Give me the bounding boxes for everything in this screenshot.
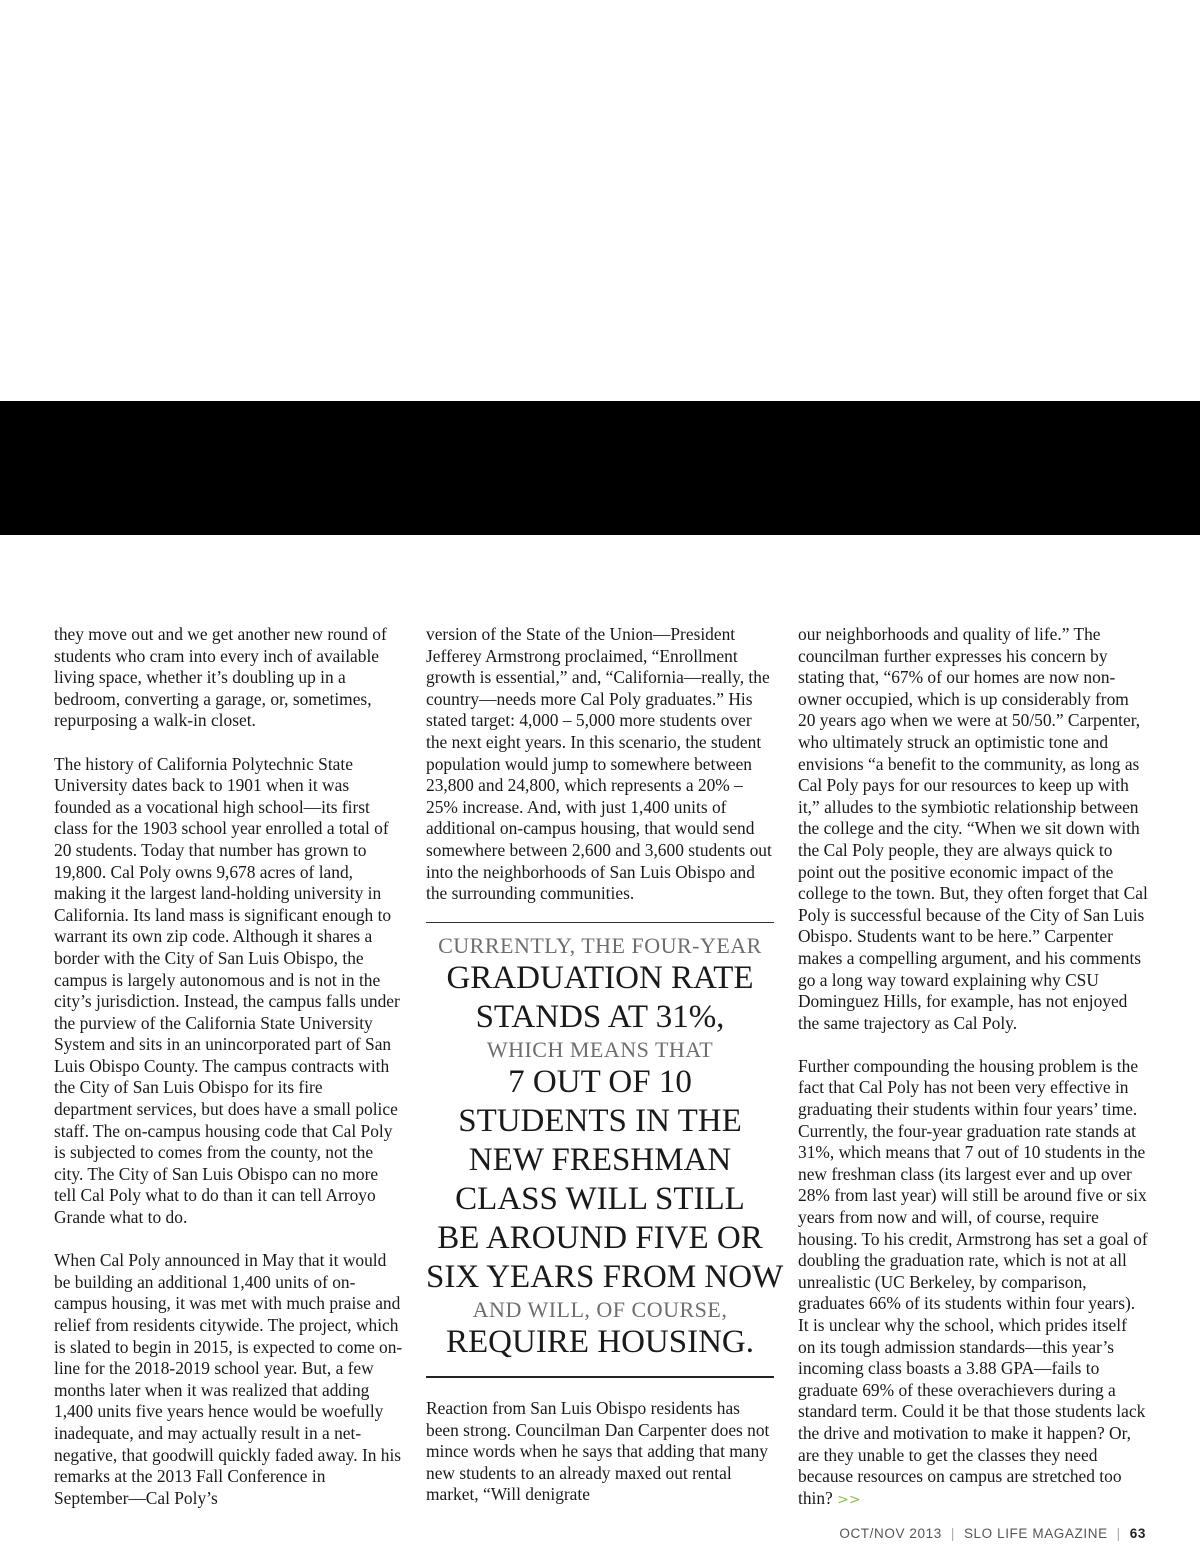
pull-quote-line: BE AROUND FIVE OR <box>437 1220 763 1256</box>
pull-quote-line: AND WILL, OF COURSE, <box>472 1297 728 1322</box>
pull-quote-line: STANDS AT 31%, <box>475 999 725 1035</box>
body-paragraph: When Cal Poly announced in May that it would be building an additional 1,400 units of on-campus housing, it was met with much praise and relief from residents citywide. The project, which is slated to begin in 2015, is expected to come on-line for the 2018-2019 school year. But, a few months later when it was realized that adding 1,400 units five years hence would be woefully inadequate, and may actually result in a net-negative, that goodwill quickly faded away. In his remarks at the 2013 Fall Conference in September—Cal Poly’s <box>54 1250 403 1508</box>
pull-quote-line: 7 OUT OF 10 <box>508 1064 692 1100</box>
pull-quote-line: WHICH MEANS THAT <box>486 1037 714 1062</box>
continued-arrow-icon: >> <box>837 1491 861 1508</box>
black-banner <box>0 401 1200 535</box>
article-column-3 <box>798 624 1148 1511</box>
body-paragraph <box>798 1056 1148 1511</box>
pull-quote <box>426 922 784 1378</box>
pull-quote-line: STUDENTS IN THE <box>458 1103 742 1139</box>
pull-quote-line: CURRENTLY, THE FOUR-YEAR <box>438 933 762 958</box>
footer-divider: | <box>950 1526 955 1541</box>
pull-quote-line: SIX YEARS FROM NOW <box>426 1259 784 1295</box>
pull-quote-line: NEW FRESHMAN <box>468 1142 732 1178</box>
body-paragraph: The history of California Polytechnic State University dates back to 1901 when it was founded as a vocational high school—its first class for the 1903 school year enrolled a total of 20 students. Today that number has grown to 19,800. Cal Poly owns 9,678 acres of land, making it the largest land-holding university in California. Its land mass is significant enough to warrant its own zip code. Although it shares a border with the City of San Luis Obispo, the campus is largely autonomous and is not in the city’s jurisdiction. Instead, the campus falls under the purview of the California State University System and sits in an unincorporated part of San Luis Obispo County. The campus contracts with the City of San Luis Obispo for its fire department services, but does have a small police staff. The on-campus housing code that Cal Poly is subjected to comes from the county, not the city. The City of San Luis Obispo can no more tell Cal Poly what to do than it can tell Arroyo Grande what to do. <box>54 753 400 1228</box>
magazine-name: SLO LIFE MAGAZINE <box>963 1526 1108 1541</box>
page-number: 63 <box>1129 1526 1146 1541</box>
footer-divider: | <box>1116 1526 1121 1541</box>
issue-date: OCT/NOV 2013 <box>839 1526 942 1541</box>
body-paragraph: version of the State of the Union—President Jefferey Armstrong proclaimed, “Enrollment growth is essential,” and, “California—really, the country—needs more Cal Poly graduates.” His stated target: 4,000 – 5,000 more students over the next eight years. In this scenario, the student population would jump to somewhere between 23,800 and 24,800, which represents a 20% – 25% increase. And, with just 1,400 units of additional on-campus housing, that would send somewhere between 2,600 and 3,600 students out into the neighborhoods of San Luis Obispo and the surrounding communities. <box>426 624 772 904</box>
body-paragraph-text: Further compounding the housing problem is the fact that Cal Poly has not been very effective in graduating their students within four years’ time. Currently, the four-year graduation rate stands at 31%, which means that 7 out of 10 students in the new freshman class (its largest ever and up over 28% from last year) will still be around five or six years from now and will, of course, require housing. To his credit, Armstrong has set a goal of doubling the graduation rate, which is not at all unrealistic (UC Berkeley, by comparison, graduates 66% of its students within four years). It is unclear why the school, which prides itself on its tough admission standards—this year’s incoming class boasts a 3.88 GPA—fails to graduate 69% of these overachievers during a standard term. Could it be that those students lack the drive and motivation to make it happen? Or, are they unable to get the classes they need because resources on campus are stretched too thin? <box>798 1055 1148 1508</box>
article-column-2 <box>426 624 776 905</box>
body-paragraph: Reaction from San Luis Obispo residents has been strong. Councilman Dan Carpenter does not mince words when he says that adding that many new students to an already maxed out rental market, “Will denigrate <box>426 1398 770 1505</box>
page-footer <box>839 1526 1146 1544</box>
body-paragraph: they move out and we get another new round of students who cram into every inch of available living space, whether it’s doubling up in a bedroom, converting a garage, or, sometimes, repurposing a walk-in closet. <box>54 624 387 731</box>
article-column-2-continued <box>426 1398 776 1506</box>
pull-quote-line: REQUIRE HOUSING. <box>446 1324 754 1360</box>
pull-quote-line: GRADUATION RATE <box>446 960 754 996</box>
pull-quote-line: CLASS WILL STILL <box>455 1181 745 1217</box>
article-column-1 <box>54 624 404 1509</box>
body-paragraph: our neighborhoods and quality of life.” The councilman further expresses his concern by stating that, “67% of our homes are now non-owner occupied, which is up considerably from 20 years ago when we were at 50/50.” Carpenter, who ultimately struck an optimistic tone and envisions “a benefit to the community, as long as Cal Poly pays for our resources to keep up with it,” alludes to the symbiotic relationship between the college and the city. “When we sit down with the Cal Poly people, they are always quick to point out the positive economic impact of the college to the town. But, they often forget that Cal Poly is successful because of the City of San Luis Obispo. Students want to be here.” Carpenter makes a compelling argument, and his comments go a long way toward explaining why CSU Dominguez Hills, for example, has not enjoyed the same trajectory as Cal Poly. <box>798 624 1148 1033</box>
